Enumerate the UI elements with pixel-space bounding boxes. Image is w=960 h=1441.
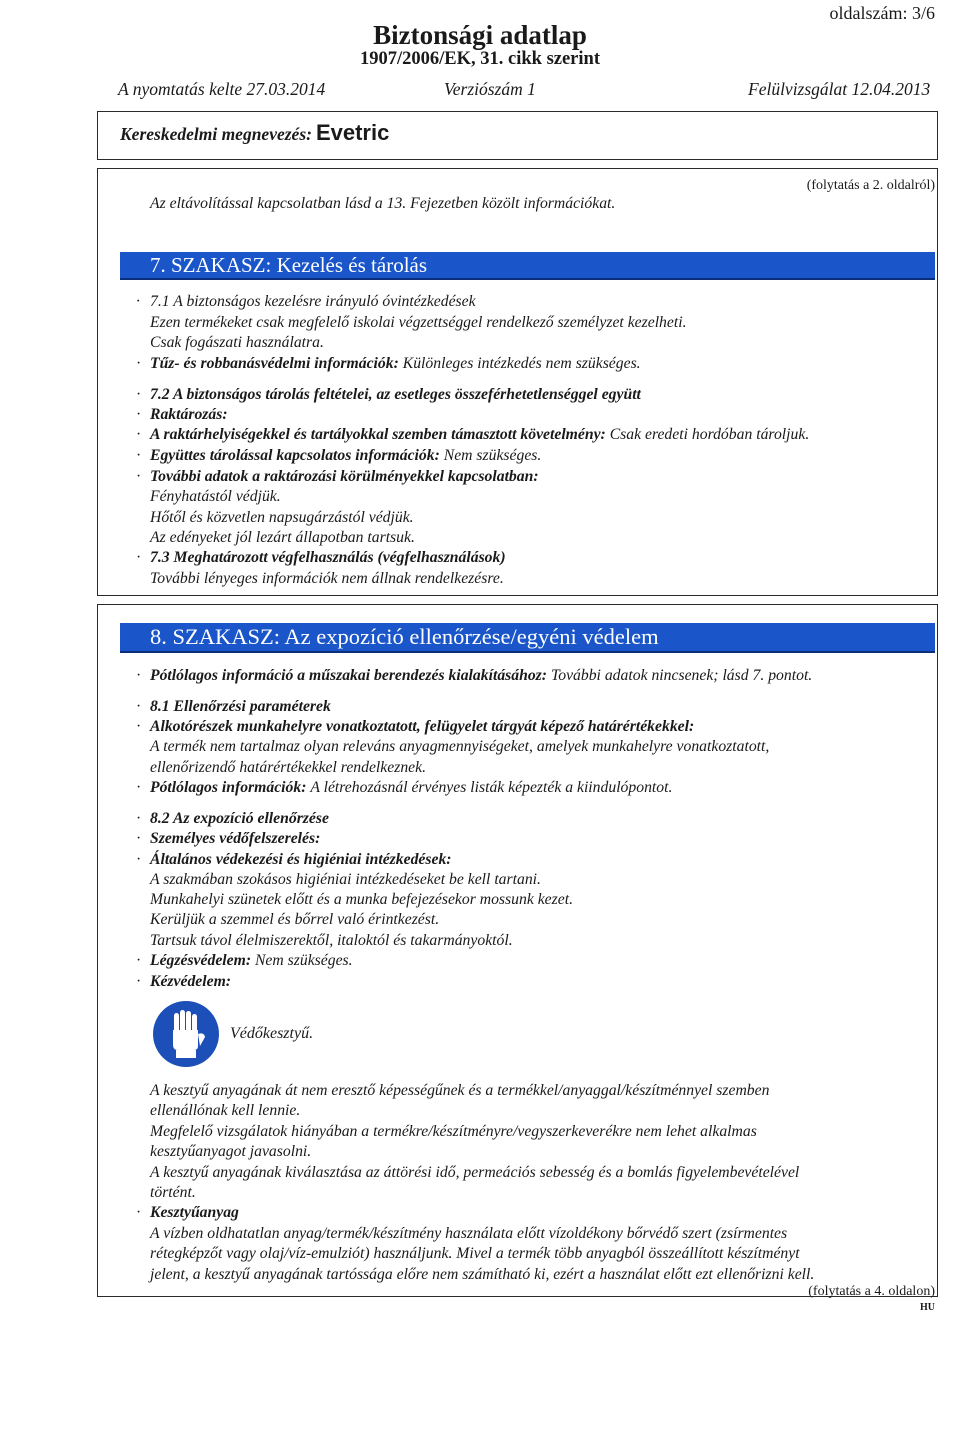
trade-name-line — [120, 120, 389, 146]
storage-requirement: · A raktárhelyiségekkel és tartályokkal szemben támasztott követelmény: Csak eredeti hordóban tároljuk. — [136, 426, 810, 443]
glove-material-label: · Kesztyűanyag — [136, 1204, 239, 1221]
joint-storage: · Együttes tárolással kapcsolatos információk: Nem szükséges. — [136, 447, 542, 464]
print-date: A nyomtatás kelte 27.03.2014 — [118, 79, 326, 99]
document-subtitle: 1907/2006/EK, 31. cikk szerint — [360, 49, 600, 69]
further-line2: Hőtől és közvetlen napsugárzástól védjük. — [150, 509, 414, 526]
hygiene-line1: A szakmában szokásos higiéniai intézkedéseket be kell tartani. — [150, 871, 541, 888]
storage-requirement-value: Csak eredeti hordóban tároljuk. — [609, 426, 810, 443]
version-number: Verziószám 1 — [444, 79, 536, 99]
trade-name-value: Evetric — [315, 120, 390, 145]
revision-date: Felülvizsgálat 12.04.2013 — [748, 79, 931, 99]
document-title: Biztonsági adatlap — [373, 20, 587, 50]
section7-title: 7. SZAKASZ: Kezelés és tárolás — [150, 253, 428, 277]
respiratory-protection-value: Nem szükséges. — [254, 952, 353, 969]
hygiene-line4: Tartsuk távol élelmiszerektől, italoktól és takarmányoktól. — [150, 932, 513, 949]
further-storage-label: · További adatok a raktározási körülményekkel kapcsolatban: — [136, 468, 539, 485]
disposal-reference: Az eltávolítással kapcsolatban lásd a 13. Fejezetben közölt információkat. — [150, 195, 616, 212]
respiratory-protection-label: Légzésvédelem: — [150, 952, 252, 969]
engineering-info-value: További adatok nincsenek; lásd 7. pontot. — [550, 667, 813, 684]
glove-para3-line1: A kesztyű anyagának kiválasztása az áttörési idő, permeációs sebesség és a bomlás figyelembevételével — [150, 1164, 800, 1181]
glove-para3-line2: történt. — [150, 1184, 196, 1201]
respiratory-protection: · Légzésvédelem: Nem szükséges. — [136, 952, 353, 969]
s71-line2: Csak fogászati használatra. — [150, 334, 324, 351]
s71-line1: Ezen termékeket csak megfelelő iskolai végzettséggel rendelkező személyzet kezelheti. — [150, 314, 687, 331]
ppe-label: · Személyes védőfelszerelés: — [136, 830, 321, 847]
s81-heading: · 8.1 Ellenőrzési paraméterek — [136, 698, 331, 715]
trade-name-label: Kereskedelmi megnevezés: — [120, 124, 312, 144]
s73-heading: · 7.3 Meghatározott végfelhasználás (végfelhasználások) — [136, 549, 506, 566]
material-line2: rétegképzőt vagy olaj/víz-emulziót) használjunk. Mivel a termék több anyagból összeállított készítményt — [150, 1245, 800, 1262]
joint-storage-label: Együttes tárolással kapcsolatos információk: — [150, 447, 440, 464]
s72-heading: · 7.2 A biztonságos tárolás feltételei, az esetleges összeférhetetlenséggel együtt — [136, 386, 641, 403]
hygiene-label: · Általános védekezési és higiéniai intézkedések: — [136, 851, 452, 868]
glove-para2-line2: kesztyűanyagot javasolni. — [150, 1143, 312, 1160]
s71-heading: · 7.1 A biztonságos kezelésre irányuló óvintézkedések — [136, 293, 476, 310]
engineering-info: · Pótlólagos információ a műszakai berendezés kialakításához: További adatok nincsenek; lásd 7. pontot. — [136, 667, 813, 684]
fire-info-value: Különleges intézkedés nem szükséges. — [402, 355, 641, 372]
fire-info-label: Tűz- és robbanásvédelmi információk: — [150, 355, 399, 372]
storage-requirement-label: A raktárhelyiségekkel és tartályokkal szemben támasztott követelmény: — [150, 426, 606, 443]
glove-label: Védőkesztyű. — [230, 1025, 314, 1042]
hand-protection-label: · Kézvédelem: — [136, 973, 232, 990]
further-line1: Fényhatástól védjük. — [150, 488, 281, 505]
further-line3: Az edényeket jól lezárt állapotban tartsuk. — [150, 529, 415, 546]
storage-label: · Raktározás: — [136, 406, 228, 423]
material-line3: jelent, a kesztyű anyagának tartóssága előre nem számítható ki, ezért a használat előtt ezt ellenőrizni kell. — [150, 1266, 815, 1283]
section7-header-bar — [120, 252, 935, 280]
section8-title: 8. SZAKASZ: Az expozíció ellenőrzése/egyéni védelem — [150, 624, 659, 649]
engineering-info-label: Pótlólagos információ a műszakai berendezés kialakításához: — [150, 667, 548, 684]
hygiene-line2: Munkahelyi szünetek előtt és a munka befejezésekor mossunk kezet. — [150, 891, 573, 908]
country-code: HU — [920, 1302, 935, 1313]
additional-info-value: A létrehozásnál érvényes listák képezték a kiindulópontot. — [310, 779, 673, 796]
page-number: oldalszám: 3/6 — [829, 3, 935, 23]
glove-para1-line1: A kesztyű anyagának át nem eresztő képességűnek és a termékkel/anyaggal/készítménnyel szemben — [150, 1082, 770, 1099]
additional-info: · Pótlólagos információk: A létrehozásnál érvényes listák képezték a kiindulópontot. — [136, 779, 673, 796]
continued-from-note: (folytatás a 2. oldalról) — [806, 178, 935, 193]
components-label: · Alkotórészek munkahelyre vonatkoztatott, felügyelet tárgyát képező határértékekkel: — [136, 718, 695, 735]
additional-info-label: Pótlólagos információk: — [150, 779, 307, 796]
glove-icon — [152, 1000, 220, 1068]
fire-info: · Tűz- és robbanásvédelmi információk: Különleges intézkedés nem szükséges. — [136, 355, 641, 372]
components-line1: A termék nem tartalmaz olyan releváns anyagmennyiségeket, amelyek munkahelyre vonatkoztatott, — [150, 738, 770, 755]
s82-heading: · 8.2 Az expozíció ellenőrzése — [136, 810, 329, 827]
s73-value: További lényeges információk nem állnak rendelkezésre. — [150, 570, 504, 587]
components-line2: ellenőrizendő határértékekkel rendelkeznek. — [150, 759, 427, 776]
section8-header-bar — [120, 623, 935, 653]
glove-para2-line1: Megfelelő vizsgálatok hiányában a termékre/készítményre/vegyszerkeverékre nem lehet alkalmas — [150, 1123, 757, 1140]
continued-to-note: (folytatás a 4. oldalon) — [808, 1284, 935, 1299]
material-line1: A vízben oldhatatlan anyag/termék/készítmény használata előtt vízoldékony bőrvédő szert (zsírmentes — [150, 1225, 788, 1242]
joint-storage-value: Nem szükséges. — [443, 447, 542, 464]
glove-para1-line2: ellenállónak kell lennie. — [150, 1102, 301, 1119]
hygiene-line3: Kerüljük a szemmel és bőrrel való érintkezést. — [150, 911, 440, 928]
